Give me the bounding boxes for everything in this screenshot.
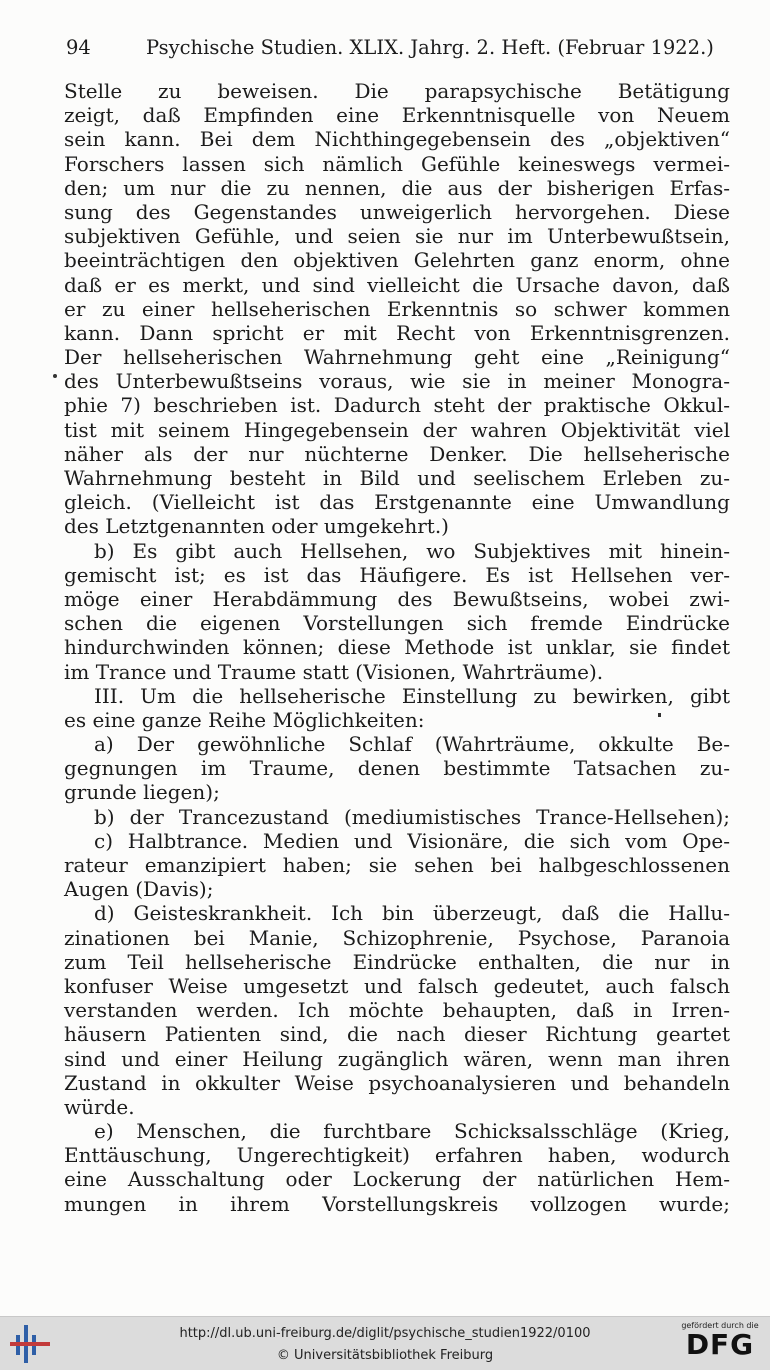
- text-line: Wahrnehmung besteht in Bild und seelischem Erleben zu-: [64, 466, 730, 490]
- text-line: würde.: [64, 1094, 135, 1119]
- text-line: Zustand in okkulter Weise psychoanalysieren und behandeln: [64, 1070, 730, 1095]
- viewer-footer: [0, 1316, 770, 1370]
- running-title: Psychische Studien. XLIX. Jahrg. 2. Heft. (Februar 1922.): [146, 36, 714, 59]
- text-line: tist mit seinem Hingegebensein der wahren Objektivität viel: [64, 417, 730, 442]
- text-line: c) Halbtrance. Medien und Visionäre, die sich vom Ope-: [94, 828, 730, 853]
- text-line: konfuser Weise umgesetzt und falsch gedeutet, auch falsch: [64, 973, 730, 998]
- text-line: sung des Gegenstandes unweigerlich hervorgehen. Diese: [64, 199, 730, 224]
- text-line: zum Teil hellseherische Eindrücke enthalten, die nur in: [64, 949, 730, 974]
- dfg-funding-label: gefördert durch die: [681, 1321, 759, 1330]
- text-line: des Letztgenannten oder umgekehrt.): [64, 514, 449, 539]
- text-line: sein kann. Bei dem Nichthingegebensein des „objektiven“: [64, 127, 730, 152]
- text-line: häusern Patienten sind, die nach dieser Richtung geartet: [64, 1022, 730, 1047]
- margin-mark: [53, 374, 57, 378]
- text-line: hindurchwinden können; diese Methode ist unklar, sie findet: [64, 635, 730, 660]
- text-line: er zu einer hellseherischen Erkenntnis so schwer kommen: [64, 296, 730, 321]
- text-line: verstanden werden. Ich möchte behaupten, daß in Irren-: [64, 998, 730, 1023]
- text-line: schen die eigenen Vorstellungen sich fremde Eindrücke: [64, 611, 730, 636]
- text-line: kann. Dann spricht er mit Recht von Erkenntnisgrenzen.: [64, 320, 730, 345]
- page-number: 94: [66, 36, 91, 59]
- text-line: Enttäuschung, Ungerechtigkeit) erfahren haben, wodurch: [64, 1143, 730, 1168]
- text-line: e) Menschen, die furchtbare Schicksalsschläge (Krieg,: [94, 1119, 730, 1144]
- text-line: des Unterbewußtseins voraus, wie sie in meiner Monogra-: [64, 369, 730, 394]
- body-text: [64, 79, 730, 1216]
- copyright-notice: © Universitätsbibliothek Freiburg: [276, 1348, 494, 1363]
- text-line: b) der Trancezustand (mediumistisches Trance-Hellsehen);: [94, 804, 730, 829]
- text-line: daß er es merkt, und sind vielleicht die Ursache davon, daß: [64, 272, 730, 297]
- text-line: b) Es gibt auch Hellsehen, wo Subjektives mit hinein-: [94, 538, 730, 563]
- text-line: zeigt, daß Empfinden eine Erkenntnisquelle von Neuem: [64, 103, 730, 128]
- text-line: mungen in ihrem Vorstellungskreis vollzogen wurde;: [64, 1191, 730, 1216]
- text-line: gemischt ist; es ist das Häufigere. Es ist Hellsehen ver-: [64, 562, 730, 587]
- source-url-link[interactable]: http://dl.ub.uni-freiburg.de/diglit/psychische_studien1922/0100: [179, 1326, 591, 1341]
- dfg-logo: [680, 1321, 760, 1360]
- text-line: Stelle zu beweisen. Die parapsychische Betätigung: [64, 79, 730, 103]
- text-line: Augen (Davis);: [64, 877, 214, 902]
- text-line: im Trance und Traume statt (Visionen, Wahrträume).: [64, 659, 604, 684]
- text-line: möge einer Herabdämmung des Bewußtseins, wobei zwi-: [64, 586, 730, 611]
- text-line: beeinträchtigen den objektiven Gelehrten ganz enorm, ohne: [64, 248, 730, 273]
- text-line: näher als der nur nüchterne Denker. Die hellseherische: [64, 441, 730, 466]
- text-line: a) Der gewöhnliche Schlaf (Wahrträume, okkulte Be-: [94, 732, 730, 757]
- text-line: gegnungen im Traume, denen bestimmte Tatsachen zu-: [64, 756, 730, 781]
- text-line: d) Geisteskrankheit. Ich bin überzeugt, daß die Hallu-: [94, 901, 730, 926]
- text-line: Forschers lassen sich nämlich Gefühle keineswegs vermei-: [64, 151, 730, 176]
- text-line: gleich. (Vielleicht ist das Erstgenannte eine Umwandlung: [64, 490, 730, 515]
- text-line: sind und einer Heilung zugänglich wären, wenn man ihren: [64, 1046, 730, 1071]
- text-line: grunde liegen);: [64, 780, 220, 805]
- text-line: III. Um die hellseherische Einstellung zu bewirken, gibt: [94, 683, 730, 708]
- text-line: eine Ausschaltung oder Lockerung der natürlichen Hem-: [64, 1167, 730, 1192]
- text-line: zinationen bei Manie, Schizophrenie, Psychose, Paranoia: [64, 925, 730, 950]
- text-line: es eine ganze Reihe Möglichkeiten:: [64, 707, 425, 732]
- dfg-wordmark: DFG: [685, 1328, 755, 1361]
- text-line: phie 7) beschrieben ist. Dadurch steht der praktische Okkul-: [64, 393, 730, 418]
- text-line: Der hellseherischen Wahrnehmung geht eine „Reinigung“: [64, 345, 730, 370]
- text-line: subjektiven Gefühle, und seien sie nur im Unterbewußtsein,: [64, 224, 730, 249]
- text-line: rateur emanzipiert haben; sie sehen bei halbgeschlossenen: [64, 853, 730, 877]
- text-line: den; um nur die zu nennen, die aus der bisherigen Erfas-: [64, 175, 730, 200]
